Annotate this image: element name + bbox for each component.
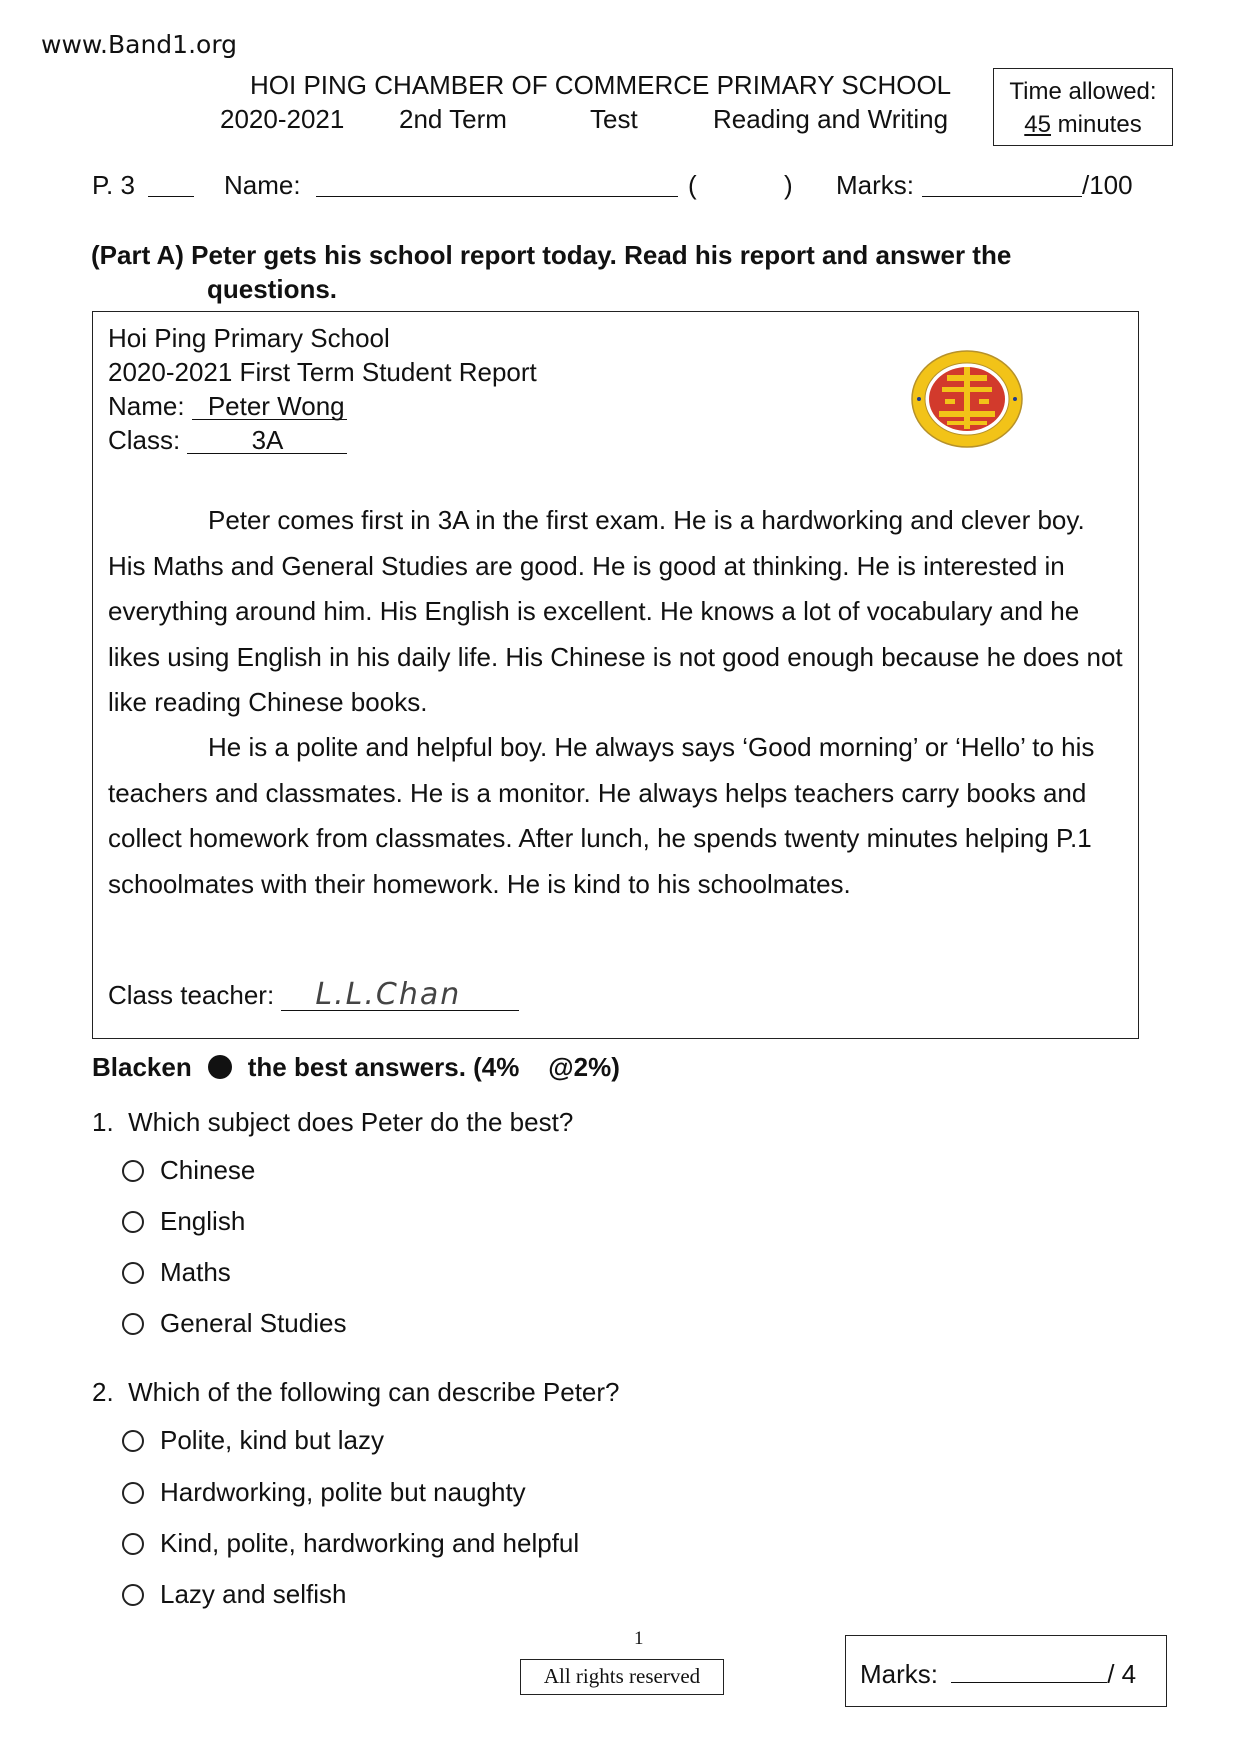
class-number-close-paren: ) [784,170,793,200]
test-label: Test [590,104,638,134]
question-2-number: 2. [92,1377,114,1407]
section-marks-label: Marks: [860,1659,938,1689]
q1-option-2-label: English [160,1206,246,1236]
q1-option-4-label: General Studies [160,1308,347,1338]
report-paragraph-1-text: Peter comes first in 3A in the first exam. He is a hardworking and clever boy. His Maths and General Studies are good. He is good at thinking. He is interested in everything around him. His English is excellent. He knows a lot of vocabulary and he likes using English in his daily life. His Chinese is not good enough because he does not like reading Chinese books. [108,505,1123,717]
student-class-label: P. 3 [92,170,135,200]
name-blank[interactable] [316,170,678,197]
paper-label: Reading and Writing [713,104,949,134]
blacken-word: Blacken [92,1052,192,1082]
q1-option-1[interactable] [122,1155,255,1186]
q2-option-1-label: Polite, kind but lazy [160,1425,385,1455]
filled-circle-icon [208,1055,232,1079]
time-allowed-unit: minutes [1057,111,1142,138]
time-allowed-box [993,68,1173,146]
q2-option-4-label: Lazy and selfish [160,1579,347,1609]
student-name-label: Name: [224,170,301,200]
report-paragraph-1 [108,498,1128,726]
q2-option-3-label: Kind, polite, hardworking and helpful [160,1528,580,1558]
time-allowed-label: Time allowed: [1009,78,1157,105]
total-marks-label: Marks: [836,170,914,200]
radio-circle-icon[interactable] [122,1430,144,1452]
q1-option-3-label: Maths [160,1257,231,1287]
school-name-header: HOI PING CHAMBER OF COMMERCE PRIMARY SCHOOL [250,70,952,100]
radio-circle-icon[interactable] [122,1262,144,1284]
report-name-label: Name: [108,391,185,421]
time-allowed-value [994,108,1172,141]
question-2 [92,1377,620,1408]
blacken-instruction [92,1052,620,1083]
section-marks-blank[interactable] [951,1656,1107,1683]
report-title: 2020-2021 First Term Student Report [108,357,537,387]
radio-circle-icon[interactable] [122,1211,144,1233]
school-logo [907,347,1027,460]
q1-option-1-label: Chinese [160,1155,256,1185]
time-allowed-number: 45 [1024,111,1051,138]
report-paragraph-2-text: He is a polite and helpful boy. He always says ‘Good morning’ or ‘Hello’ to his teachers and classmates. He is a monitor. He always helps teachers carry books and collect homework from classmates. After lunch, he spends twenty minutes helping P.1 schoolmates with their homework. He is kind to his schoolmates. [108,732,1095,899]
radio-circle-icon[interactable] [122,1313,144,1335]
class-blank-wrap [148,170,194,204]
class-teacher-signature: L.L.Chan [281,980,519,1011]
part-a-line2: questions. [207,274,338,304]
total-marks-blank[interactable] [922,170,1082,197]
q1-option-3[interactable] [122,1257,231,1288]
q2-option-2-label: Hardworking, polite but naughty [160,1477,526,1507]
page-number: 1 [634,1628,644,1649]
class-teacher-row [108,977,519,1012]
q1-option-4[interactable] [122,1308,346,1339]
q2-option-3[interactable] [122,1528,579,1559]
name-blank-wrap [316,170,678,204]
term-label: 2nd Term [399,104,507,134]
radio-circle-icon[interactable] [122,1533,144,1555]
question-2-text: Which of the following can describe Peter? [128,1377,620,1407]
website-watermark: www.Band1.org [41,30,238,59]
total-marks-blank-wrap [922,170,1082,204]
radio-circle-icon[interactable] [122,1160,144,1182]
radio-circle-icon[interactable] [122,1482,144,1504]
part-a-instruction [91,238,1011,306]
report-class-row [108,423,537,457]
q1-option-2[interactable] [122,1206,245,1237]
class-number-open-paren: ( [688,170,697,200]
report-paragraph-2 [108,725,1128,907]
radio-circle-icon[interactable] [122,1584,144,1606]
blacken-rest: the best answers. (4% [247,1052,520,1082]
q2-option-2[interactable] [122,1477,526,1508]
question-1-number: 1. [92,1107,114,1137]
all-rights-reserved: All rights reserved [520,1659,724,1695]
school-logo-svg [907,347,1027,455]
report-class-label: Class: [108,425,181,455]
q2-option-1[interactable] [122,1425,384,1456]
question-1-text: Which subject does Peter do the best? [128,1107,574,1137]
report-class-value: 3A [187,427,347,454]
part-a-line1: (Part A) Peter gets his school report today. Read his report and answer the [91,240,1012,270]
report-name-value: Peter Wong [192,393,347,420]
school-year: 2020-2021 [220,104,345,134]
report-name-row [108,389,537,423]
question-1 [92,1107,573,1138]
q2-option-4[interactable] [122,1579,346,1610]
section-marks-denominator: / 4 [1107,1659,1137,1689]
report-school-name: Hoi Ping Primary School [108,323,390,353]
class-teacher-label: Class teacher: [108,980,275,1010]
report-header [108,321,537,457]
section-marks-box [845,1635,1167,1707]
blacken-points: @2%) [548,1052,620,1082]
total-marks-denominator: /100 [1082,170,1133,200]
class-blank[interactable] [148,170,194,197]
